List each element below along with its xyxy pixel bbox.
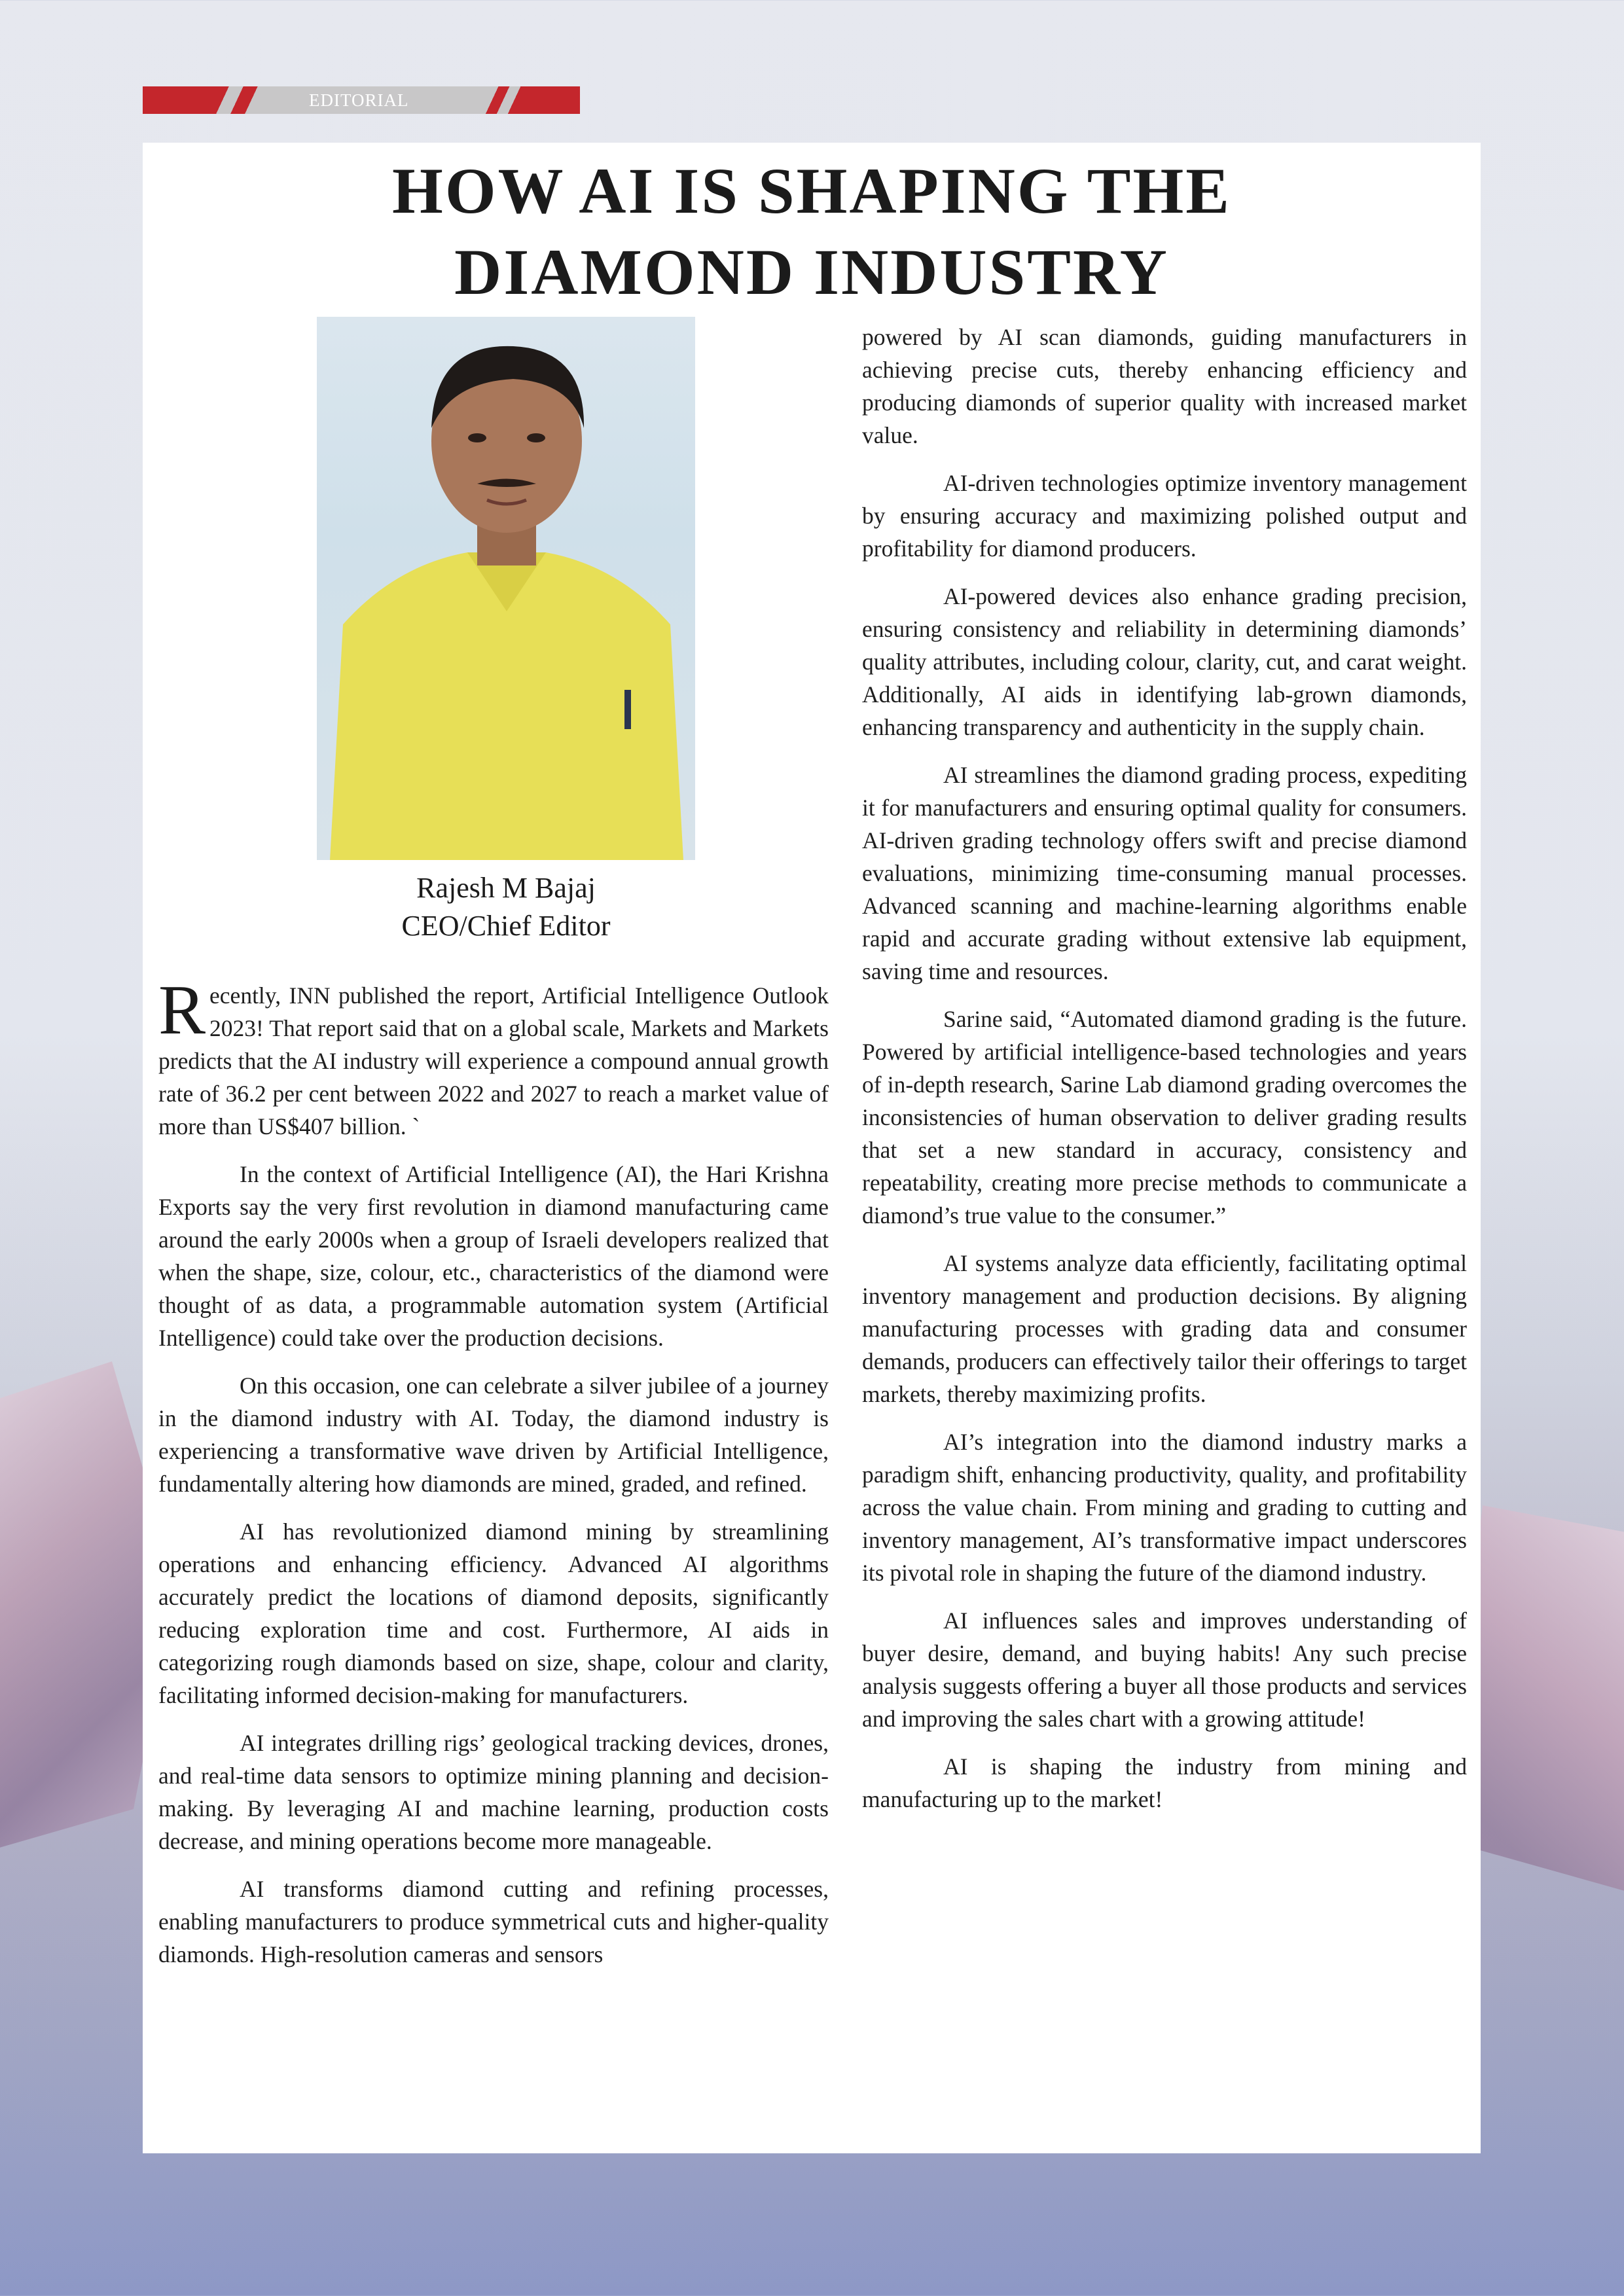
article-paragraph: Recently, INN published the report, Artificial Intelligence Outlook 2023! That report said that on a global scale, Markets and Markets predicts that the AI industry will experience a compound annual growth rate of 36.2 per cent between 2022 and 2027 to reach a market value of more than US$407 billion. ` [158, 971, 829, 1139]
title-line-1: HOW AI IS SHAPING THE [392, 154, 1231, 227]
author-photo [317, 317, 695, 860]
article-column-right [862, 321, 1467, 1831]
section-tag-label: EDITORIAL [309, 90, 409, 110]
tag-stripe-left [143, 86, 274, 114]
article-paragraph: On this occasion, one can celebrate a silver jubilee of a journey in the diamond industry with AI. Today, the diamond industry is experiencing a transformative wave driven by Artificial Intelligence, fundamentally altering how diamonds are mined, graded, and refined. [158, 1372, 829, 1497]
tag-stripe-right [482, 86, 580, 114]
article-panel [143, 143, 1481, 2153]
article-paragraph: AI transforms diamond cutting and refining processes, enabling manufacturers to produce symmetrical cuts and higher-quality diamonds. High-resolution cameras and sensors [158, 1876, 829, 1967]
article-paragraph: AI integrates drilling rigs’ geological tracking devices, drones, and real-time data sensors to optimize mining planning and decision-making. By leveraging AI and machine learning, production costs decrease, and mining operations become more manageable. [158, 1730, 829, 1854]
article-paragraph: In the context of Artificial Intelligence (AI), the Hari Krishna Exports say the very first revolution in diamond manufacturing came around the early 2000s when a group of Israeli developers realized that when the shape, size, colour, etc., characteristics of the diamond were thought of as data, a programmable automation system (Artificial Intelligence) could take over the production decisions. [158, 1161, 829, 1351]
section-tag [143, 86, 580, 114]
article-paragraph: AI streamlines the diamond grading process, expediting it for manufacturers and ensuring optimal quality for consumers. AI-driven grading technology offers swift and precise diamond evaluations, minimizing time-consuming manual processes. Advanced scanning and machine-learning algorithms enable rapid and accurate grading without extensive lab equipment, saving time and resources. [862, 762, 1467, 984]
author-name: Rajesh M Bajaj [416, 872, 596, 904]
article-paragraph: powered by AI scan diamonds, guiding manufacturers in achieving precise cuts, thereby enhancing efficiency and producing diamonds of superior quality with increased market value. [862, 324, 1467, 448]
article-paragraph: AI’s integration into the diamond industry marks a paradigm shift, enhancing productivity, quality, and profitability across the value chain. From mining and grading to cutting and inventory management, AI’s transformative impact underscores its pivotal role in shaping the future of the diamond industry. [862, 1429, 1467, 1586]
article-paragraph: AI systems analyze data efficiently, facilitating optimal inventory management and production decisions. By aligning manufacturing processes with grading data and consumer demands, producers can effectively tailor their offerings to target markets, thereby maximizing profits. [862, 1250, 1467, 1407]
author-portrait-illustration [317, 317, 695, 860]
article-column-left [158, 971, 829, 1986]
article-paragraph: AI has revolutionized diamond mining by streamlining operations and enhancing efficiency. Advanced AI algorithms accurately predict the locations of diamond deposits, significantly reducing exploration time and cost. Furthermore, AI aids in categorizing rough diamonds based on size, shape, colour and clarity, facilitating informed decision-making for manufacturers. [158, 1518, 829, 1708]
author-caption [143, 869, 869, 945]
article-paragraph: AI-driven technologies optimize inventory management by ensuring accuracy and maximizing polished output and profitability for diamond producers. [862, 470, 1467, 562]
author-role: CEO/Chief Editor [401, 910, 611, 942]
article-paragraph: Sarine said, “Automated diamond grading is the future. Powered by artificial intelligence-based technologies and years of in-depth research, Sarine Lab diamond grading overcomes the inconsistencies of human observation to deliver grading results that set a new standard in accuracy, consistency and repeatability, creating more precise methods to communicate a diamond’s true value to the consumer.” [862, 1006, 1467, 1229]
drop-cap: R [158, 971, 206, 1049]
article-paragraph: AI influences sales and improves understanding of buyer desire, demand, and buying habits! Any such precise analysis suggests offering a buyer all those products and services and improving the sales chart with a growing attitude! [862, 1607, 1467, 1732]
article-paragraph: AI-powered devices also enhance grading precision, ensuring consistency and reliability in determining diamonds’ quality attributes, including colour, clarity, cut, and carat weight. Additionally, AI aids in identifying lab-grown diamonds, enhancing transparency and authenticity in the supply chain. [862, 583, 1467, 740]
title-line-2: DIAMOND INDUSTRY [454, 236, 1169, 308]
article-title [143, 151, 1481, 313]
article-paragraph: AI is shaping the industry from mining and manufacturing up to the market! [862, 1753, 1467, 1812]
